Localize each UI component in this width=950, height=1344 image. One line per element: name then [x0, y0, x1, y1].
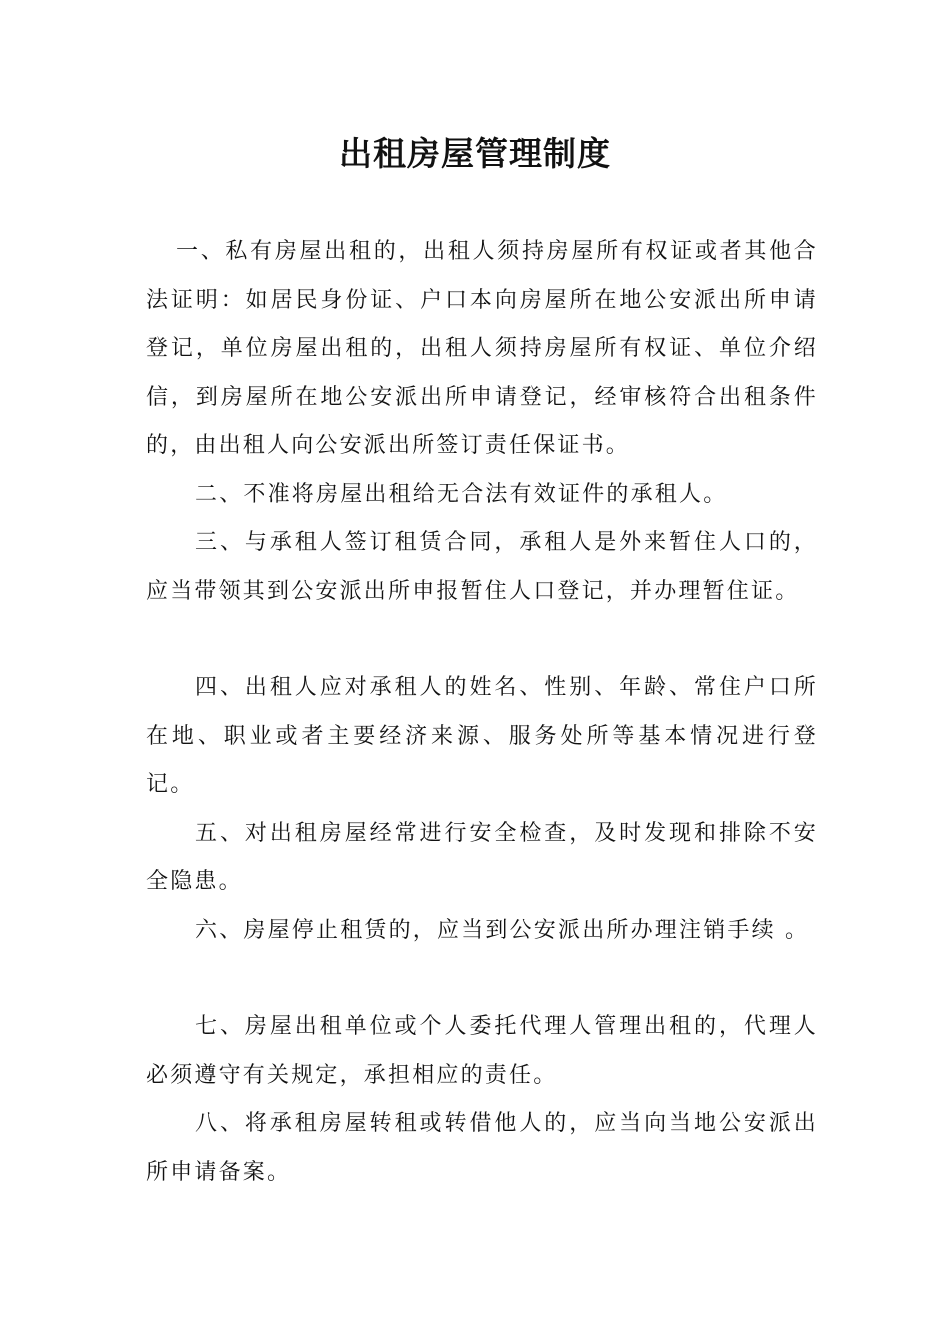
paragraph-5: 五、对出租房屋经常进行安全检查，及时发现和排除不安全隐患。 — [146, 820, 818, 894]
paragraph-6: 六、房屋停止租赁的，应当到公安派出所办理注销手续 。 — [195, 917, 810, 943]
paragraph-1: 一、私有房屋出租的，出租人须持房屋所有权证或者其他合法证明：如居民身份证、户口本向房屋所在地公安派出所申请登记，单位房屋出租的，出租人须持房屋所有权证、单位介绍信，到房屋所在地公安派出所申请登记，经审核符合出租条件的，由出租人向公安派出所签订责任保证书。 — [146, 239, 818, 458]
document-title: 出租房屋管理制度 — [339, 134, 611, 173]
document-body — [146, 228, 818, 1197]
paragraph-7: 七、房屋出租单位或个人委托代理人管理出租的，代理人必须遵守有关规定，承担相应的责任。 — [146, 1014, 818, 1088]
paragraph-3: 三、与承租人签订租赁合同，承租人是外来暂住人口的，应当带领其到公安派出所申报暂住人口登记，并办理暂住证。 — [146, 530, 818, 604]
paragraph-4: 四、出租人应对承租人的姓名、性别、年龄、常住户口所在地、职业或者主要经济来源、服务处所等基本情况进行登记。 — [146, 675, 818, 797]
paragraph-2: 二、不准将房屋出租给无合法有效证件的承租人。 — [195, 481, 728, 507]
paragraph-8: 八、将承租房屋转租或转借他人的，应当向当地公安派出所申请备案。 — [146, 1111, 818, 1185]
